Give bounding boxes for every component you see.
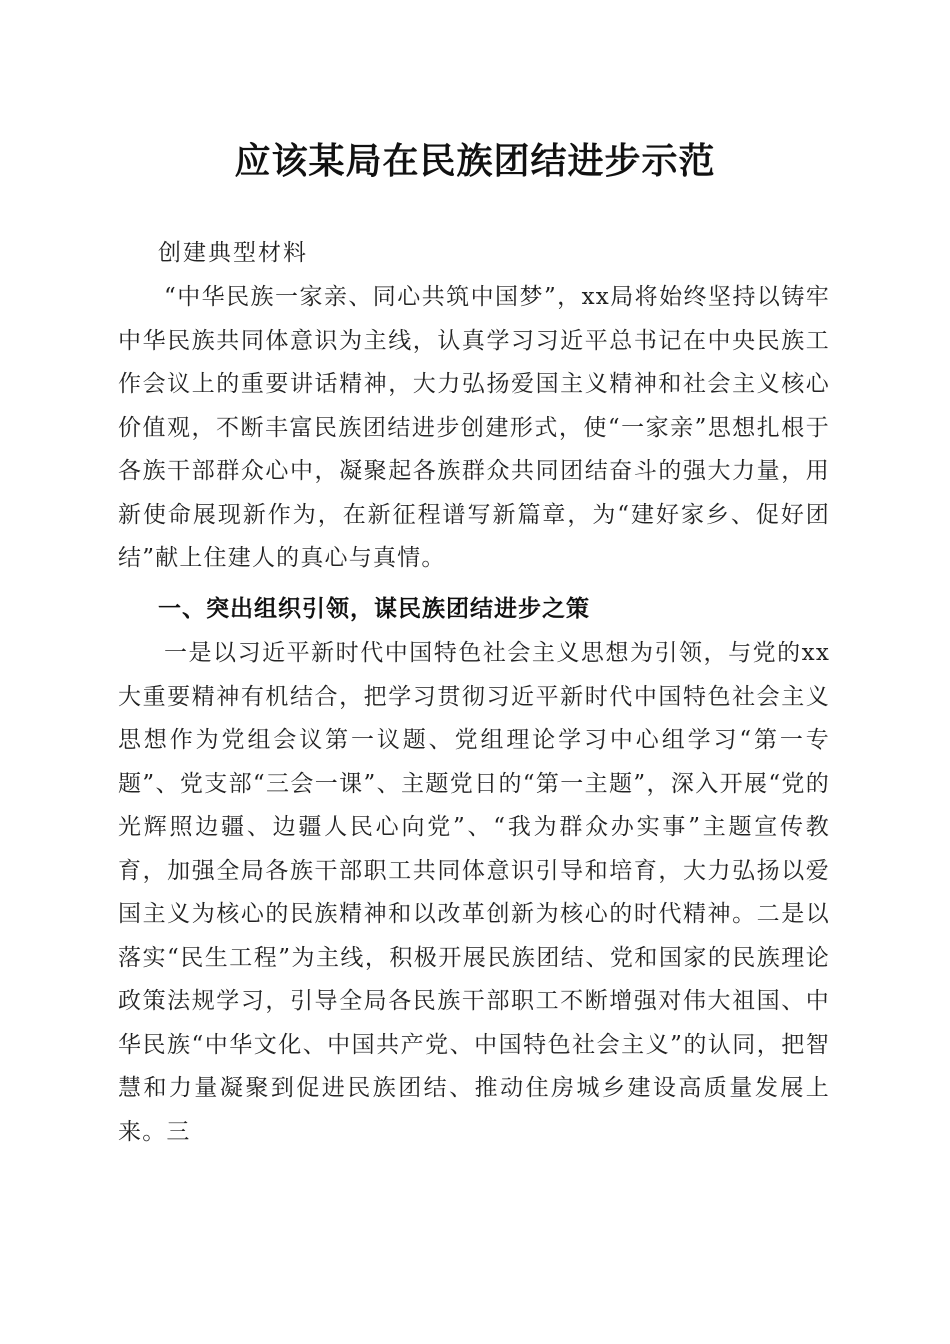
intro-paragraph: “中华民族一家亲、同心共筑中国梦”，xx局将始终坚持以铸牢中华民族共同体意识为主线，认真学习习近平总书记在中央民族工作会议上的重要讲话精神，大力弘扬爱国主义精神和社会主义核心价值观，不断丰富民族团结进步创建形式，使“一家亲”思想扎根于各族干部群众心中，凝聚起各族群众共同团结奋斗的强大力量，用新使命展现新作为，在新征程谱写新篇章，为“建好家乡、促好团结”献上住建人的真心与真情。 [118, 284, 830, 571]
section-heading-1: 一、突出组织引领，谋民族团结进步之策 [158, 596, 590, 622]
section-1-paragraph: 一是以习近平新时代中国特色社会主义思想为引领，与党的xx大重要精神有机结合，把学习贯彻习近平新时代中国特色社会主义思想作为党组会议第一议题、党组理论学习中心组学习“第一专题”、党支部“三会一课”、主题党日的“第一主题”，深入开展“党的光辉照边疆、边疆人民心向党”、“我为群众办实事”主题宣传教育，加强全局各族干部职工共同体意识引导和培育，大力弘扬以爱国主义为核心的民族精神和以改革创新为核心的时代精神。二是以落实“民生工程”为主线，积极开展民族团结、党和国家的民族理论政策法规学习，引导全局各民族干部职工不断增强对伟大祖国、中华民族“中华文化、中国共产党、中国特色社会主义”的认同，把智慧和力量凝聚到促进民族团结、推动住房城乡建设高质量发展上来。三 [118, 640, 830, 1145]
document-title: 应该某局在民族团结进步示范 [234, 140, 716, 182]
document-subtitle: 创建典型材料 [158, 240, 308, 266]
